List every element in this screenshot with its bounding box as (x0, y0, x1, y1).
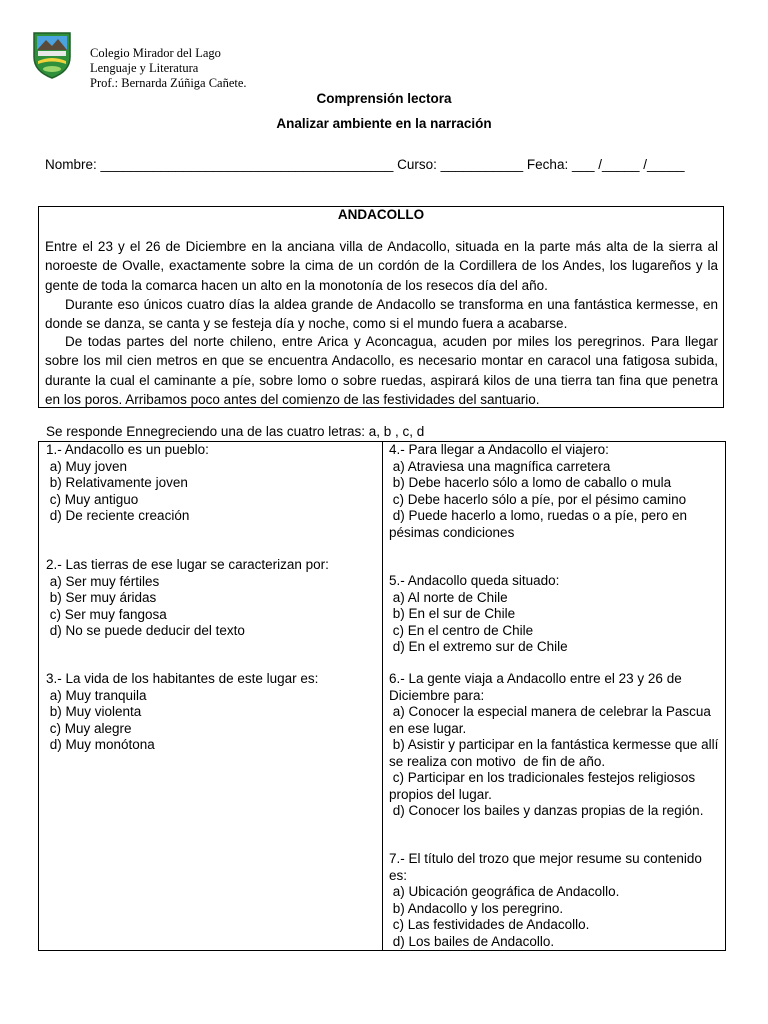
story-paragraph-3: De todas partes del norte chileno, entre Arica y Aconcagua, acuden por miles los peregrinos. Para llegar sobre los mil cien metros en que se encuentra Andacollo, es necesario montar en caracol una fatigosa subida, durante la cual el caminante a píe, sobre lomo o sobre ruedas, aspirará kilos de una tierra tan fina que penetra en los poros. Arribamos poco antes del comienzo de las festividades del santuario. (45, 334, 718, 408)
option-a[interactable]: a) Muy tranquila (46, 687, 147, 703)
option-c[interactable]: c) Debe hacerlo sólo a píe, por el pésimo camino (389, 491, 687, 507)
question-text: 1.- Andacollo es un pueblo: (46, 442, 209, 457)
question-6 (389, 671, 723, 820)
story-title: ANDACOLLO (337, 207, 425, 222)
option-b[interactable]: b) Asistir y participar en la fantástica kermesse que allí se realiza con motivo de fin de año. (389, 737, 723, 769)
question-text: 2.- Las tierras de ese lugar se caracterizan por: (46, 557, 329, 572)
option-b[interactable]: b) Relativamente joven (46, 475, 188, 490)
option-c[interactable]: c) Muy antiguo (46, 491, 139, 507)
question-4 (389, 442, 719, 541)
teacher-name: Prof.: Bernarda Zúñiga Cañete. (90, 76, 247, 90)
student-fields-line: Nombre: _______________________________________ Curso: ___________ Fecha: ___ /_____ /_____ (45, 157, 685, 172)
story-paragraph-2: Durante eso únicos cuatro días la aldea grande de Andacollo se transforma en una fantástica kermesse, en donde se danza, se canta y se festeja día y noche, como si el mundo fuera a acabarse. (45, 297, 718, 332)
page-subtitle: Analizar ambiente en la narración (276, 116, 492, 131)
option-b[interactable]: b) Debe hacerlo sólo a lomo de caballo o mula (389, 475, 672, 490)
option-a[interactable]: a) Al norte de Chile (389, 589, 508, 605)
option-b[interactable]: b) Andacollo y los peregrino. (389, 900, 564, 916)
question-text: 6.- La gente viaja a Andacollo entre el 23 y 26 de Diciembre para: (389, 671, 686, 703)
questions-box (38, 441, 726, 951)
question-text: 5.- Andacollo queda situado: (389, 573, 560, 588)
option-b[interactable]: b) Muy violenta (46, 704, 142, 719)
option-a[interactable]: a) Ser muy fértiles (46, 573, 160, 589)
question-text: 3.- La vida de los habitantes de este lugar es: (46, 671, 319, 686)
story-paragraph-1: Entre el 23 y el 26 de Diciembre en la anciana villa de Andacollo, situada en la parte más alta de la sierra al noroeste de Ovalle, exactamente sobre la cima de un cordón de la Cordillera de los Andes, los lugareños y la gente de toda la comarca hacen un alto en la monotonía de los resecos día del año. (45, 239, 718, 293)
option-a[interactable]: a) Conocer la especial manera de celebrar la Pascua en ese lugar. (389, 704, 715, 736)
option-d[interactable]: d) Puede hacerlo a lomo, ruedas o a píe, pero en pésimas condiciones (389, 508, 691, 540)
option-b[interactable]: b) En el sur de Chile (389, 606, 516, 621)
column-divider (382, 442, 383, 950)
option-d[interactable]: d) No se puede deducir del texto (46, 623, 245, 638)
option-a[interactable]: a) Ubicación geográfica de Andacollo. (389, 884, 620, 899)
option-b[interactable]: b) Ser muy áridas (46, 590, 157, 605)
question-2 (46, 557, 376, 640)
option-d[interactable]: d) Muy monótona (46, 737, 155, 752)
question-3 (46, 671, 376, 754)
option-d[interactable]: d) En el extremo sur de Chile (389, 639, 568, 654)
subject-name: Lenguaje y Literatura (90, 61, 199, 75)
page-title: Comprensión lectora (316, 91, 452, 106)
question-7 (389, 851, 719, 950)
option-a[interactable]: a) Muy joven (46, 458, 128, 474)
option-c[interactable]: c) Ser muy fangosa (46, 606, 167, 622)
school-name: Colegio Mirador del Lago (90, 46, 221, 60)
option-d[interactable]: d) Conocer los bailes y danzas propias de la región. (389, 803, 704, 818)
question-1 (46, 442, 376, 525)
option-c[interactable]: c) Las festividades de Andacollo. (389, 917, 590, 932)
option-d[interactable]: d) Los bailes de Andacollo. (389, 933, 555, 949)
option-c[interactable]: c) Muy alegre (46, 720, 132, 736)
option-c[interactable]: c) Participar en los tradicionales festejos religiosos propios del lugar. (389, 770, 699, 802)
option-d[interactable]: d) De reciente creación (46, 508, 190, 523)
question-text: 4.- Para llegar a Andacollo el viajero: (389, 442, 609, 457)
option-a[interactable]: a) Atraviesa una magnífica carretera (389, 458, 611, 474)
option-c[interactable]: c) En el centro de Chile (389, 622, 534, 638)
question-5 (389, 573, 719, 656)
story-box (38, 206, 724, 408)
instructions: Se responde Ennegreciendo una de las cuatro letras: a, b , c, d (46, 424, 425, 439)
school-logo (32, 31, 72, 79)
question-text: 7.- El título del trozo que mejor resume su contenido es: (389, 851, 706, 883)
